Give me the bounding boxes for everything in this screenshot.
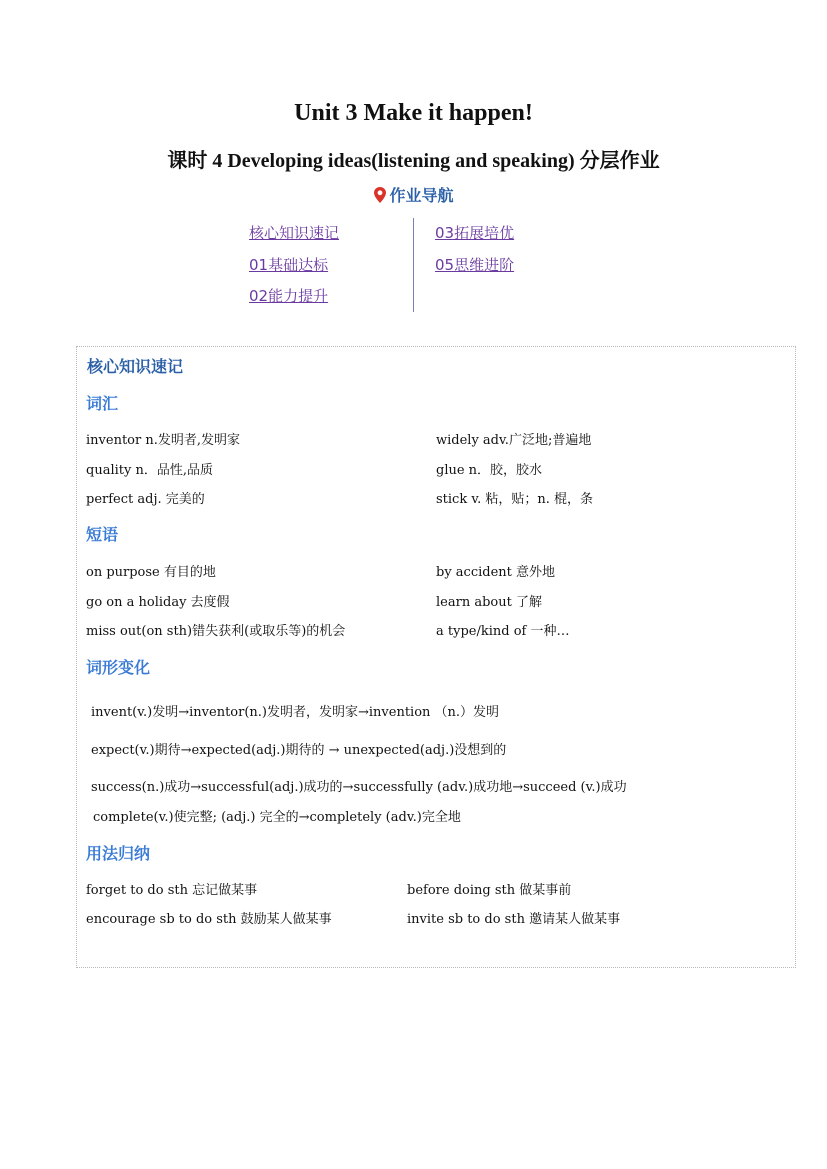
phrase-item: learn about 了解 — [436, 595, 542, 610]
vocab-item: perfect adj. 完美的 — [86, 492, 205, 507]
vocab-item: quality n．品性,品质 — [86, 463, 213, 478]
usage-item: forget to do sth 忘记做某事 — [86, 883, 258, 898]
vocab-heading: 词汇 — [86, 394, 119, 413]
phrases-heading: 短语 — [86, 525, 119, 544]
word-forms-heading: 词形变化 — [86, 658, 151, 677]
page-subtitle: 课时 4 Developing ideas(listening and speaking) 分层作业 — [167, 150, 660, 172]
phrase-item: a type/kind of 一种… — [436, 624, 570, 639]
nav-link-core-knowledge[interactable]: 核心知识速记 — [249, 224, 340, 242]
vocab-item: stick v. 粘，贴；n. 棍，条 — [436, 492, 594, 507]
page-title: Unit 3 Make it happen! — [294, 100, 533, 126]
word-form-line: invent(v.)发明→inventor(n.)发明者，发明家→invention （n.）发明 — [91, 705, 500, 720]
nav-link-thinking[interactable]: 05思维进阶 — [435, 256, 515, 274]
nav-heading-label: 作业导航 — [389, 186, 454, 205]
nav-link-basic[interactable]: 01基础达标 — [249, 256, 329, 274]
map-pin-icon — [373, 186, 387, 204]
nav-link-ability[interactable]: 02能力提升 — [249, 287, 329, 305]
vocab-item: widely adv.广泛地;普遍地 — [436, 433, 592, 448]
phrase-item: by accident 意外地 — [436, 565, 556, 580]
phrase-item: on purpose 有目的地 — [86, 565, 216, 580]
vocab-item: inventor n.发明者,发明家 — [86, 433, 240, 448]
nav-heading — [0, 183, 827, 206]
phrase-item: go on a holiday 去度假 — [86, 595, 230, 610]
box-title: 核心知识速记 — [87, 357, 184, 376]
usage-item: before doing sth 做某事前 — [407, 883, 572, 898]
usage-heading: 用法归纳 — [86, 844, 151, 863]
word-form-line: complete(v.)使完整; (adj.) 完全的→completely (adv.)完全地 — [93, 810, 461, 825]
vocab-item: glue n．胶，胶水 — [436, 463, 543, 478]
nav-link-extension[interactable]: 03拓展培优 — [435, 224, 515, 242]
usage-item: encourage sb to do sth 鼓励某人做某事 — [86, 912, 332, 927]
nav-divider — [413, 218, 414, 312]
usage-item: invite sb to do sth 邀请某人做某事 — [407, 912, 621, 927]
word-form-line: success(n.)成功→successful(adj.)成功的→successfully (adv.)成功地→succeed (v.)成功 — [91, 780, 627, 795]
word-form-line: expect(v.)期待→expected(adj.)期待的 → unexpected(adj.)没想到的 — [91, 743, 507, 758]
phrase-item: miss out(on sth)错失获利(或取乐等)的机会 — [86, 624, 346, 639]
